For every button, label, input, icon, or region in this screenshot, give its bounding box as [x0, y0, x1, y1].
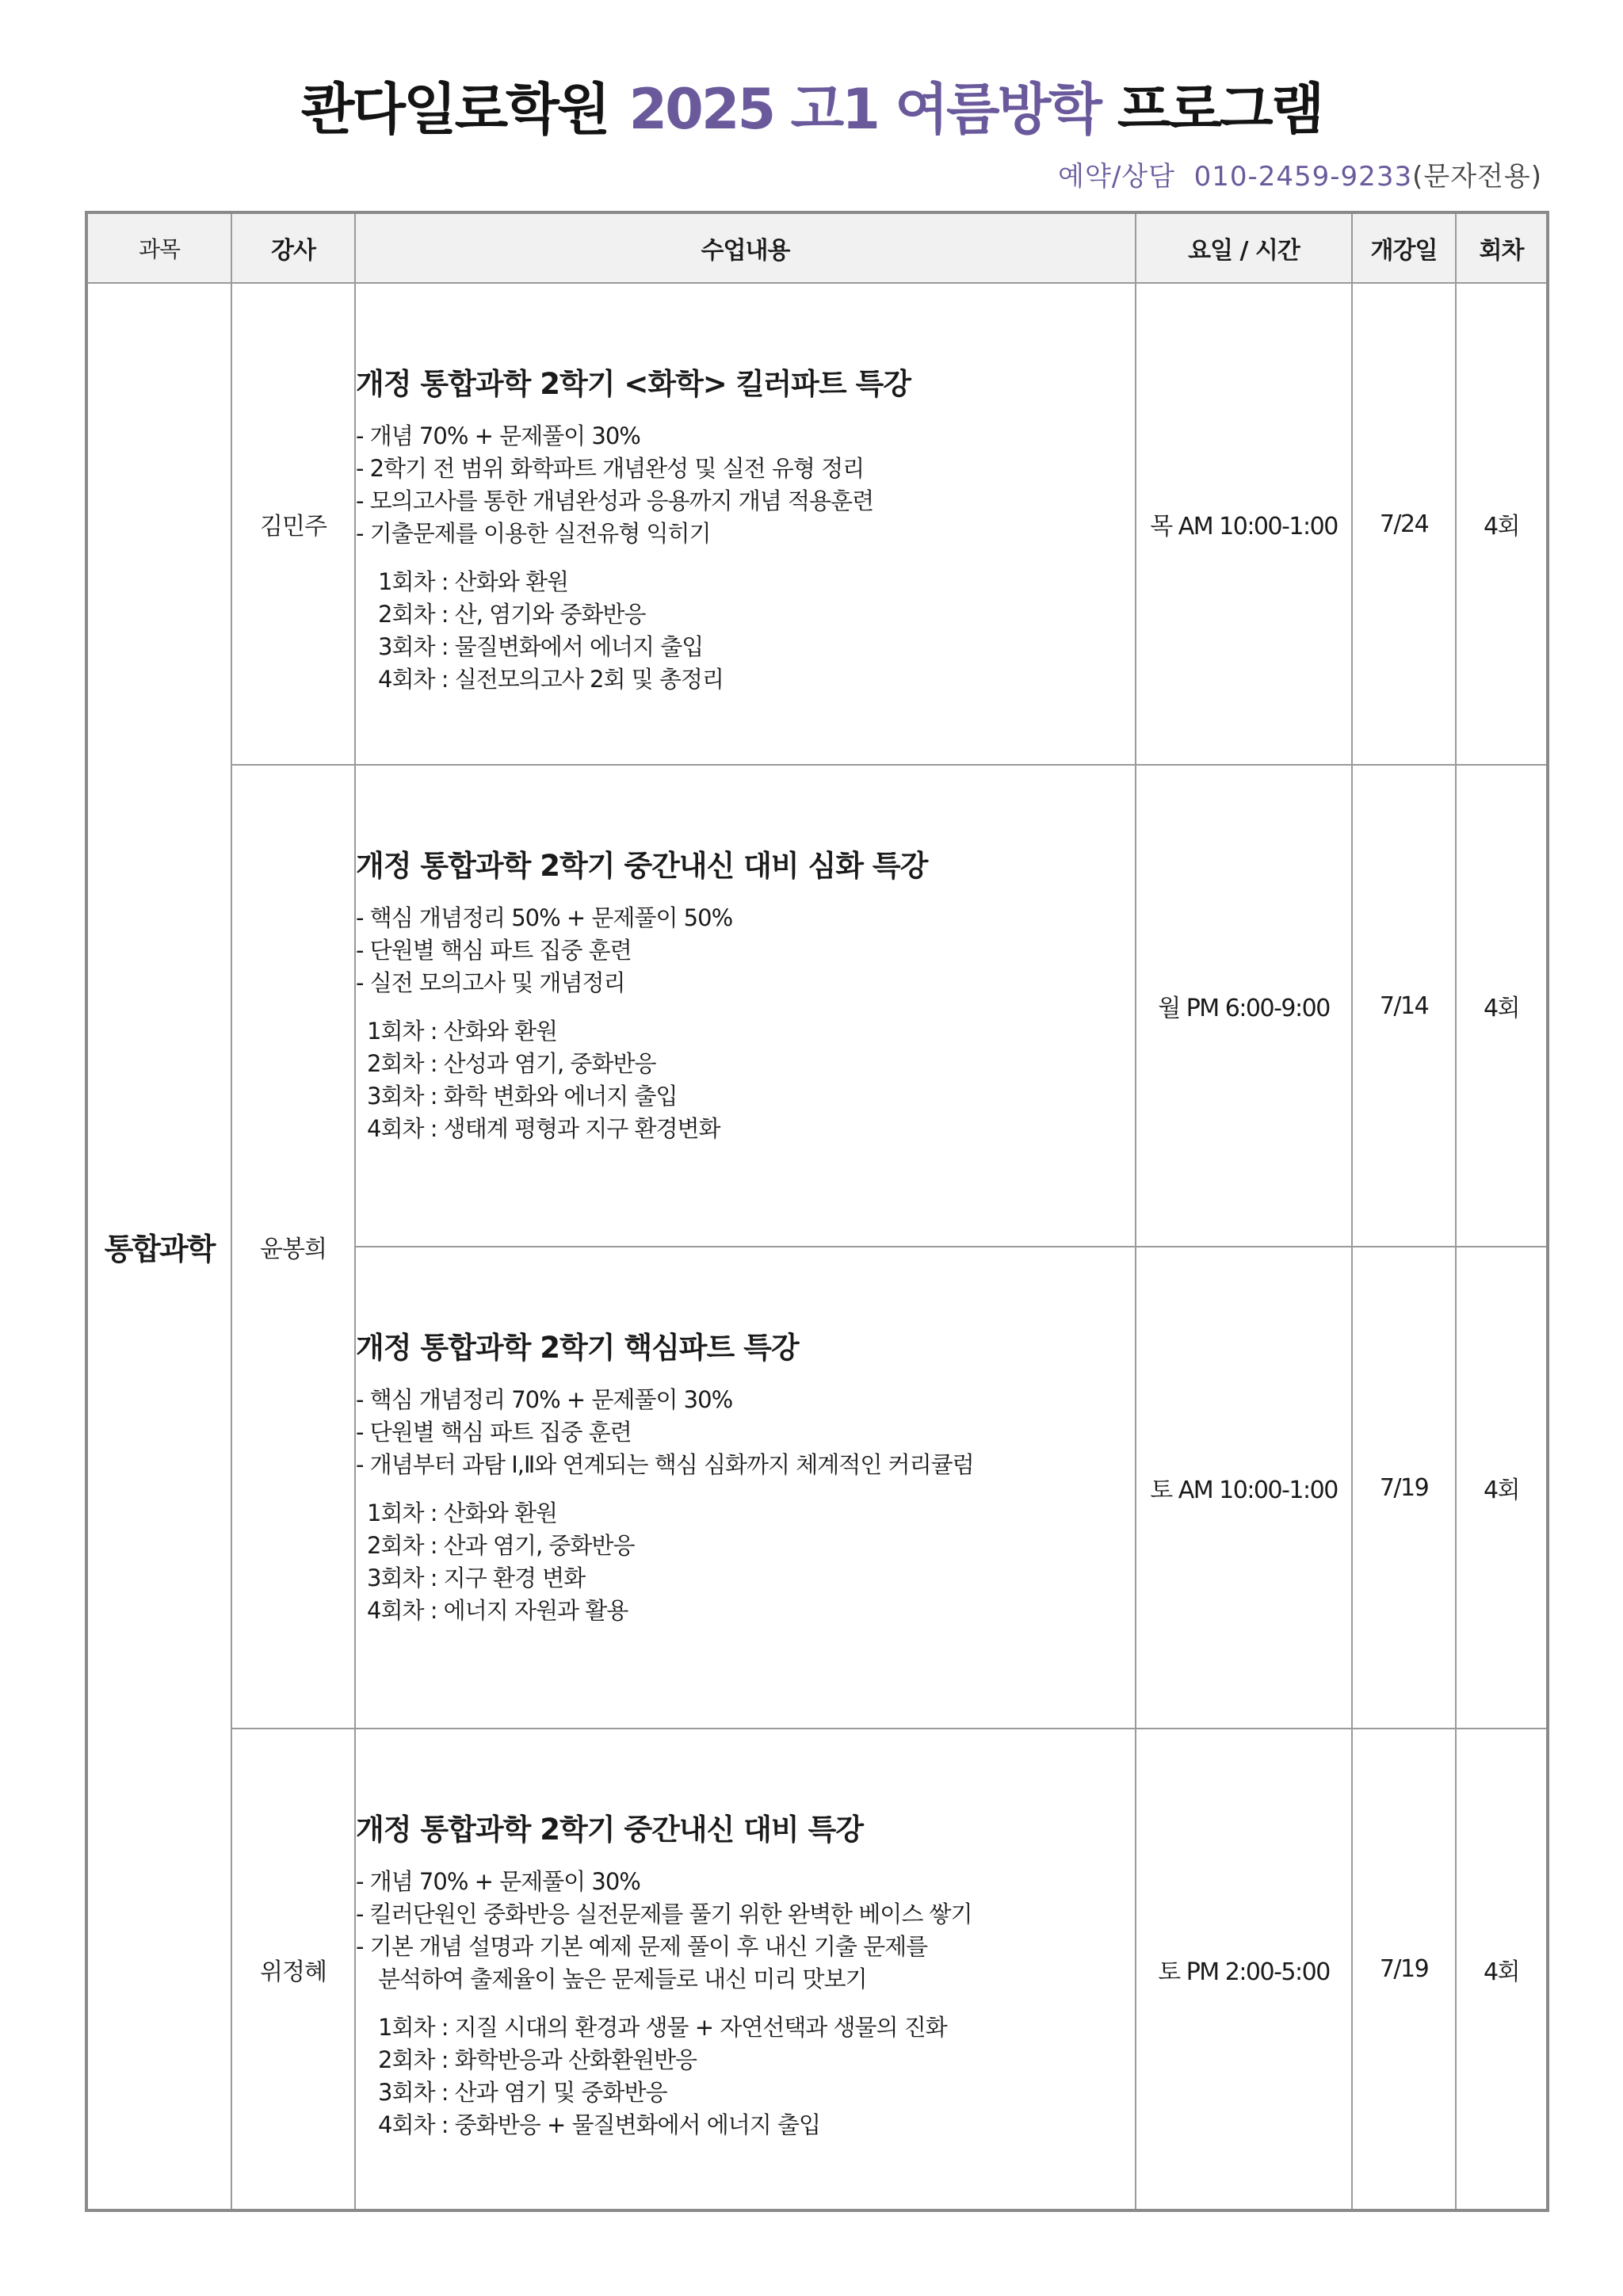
program-name: 2025 고1 여름방학 [628, 77, 1100, 142]
session-list [356, 1497, 1135, 1627]
header-content: 수업내용 [355, 212, 1136, 283]
course-session-count: 4회 [1456, 765, 1548, 1247]
course-desc-line: - 기출문제를 이용한 실전유형 익히기 [356, 520, 711, 547]
teacher-cell: 위정혜 [231, 1729, 355, 2210]
session-item: 3회차 : 화학 변화와 에너지 출입 [367, 1083, 678, 1110]
session-item: 2회차 : 산성과 염기, 중화반응 [367, 1050, 656, 1077]
course-desc-line: - 핵심 개념정리 50% + 문제풀이 50% [356, 904, 733, 931]
course-desc-line: 분석하여 출제율이 높은 문제들로 내신 미리 맛보기 [378, 1966, 867, 1992]
course-session-count: 4회 [1456, 1729, 1548, 2210]
session-item: 3회차 : 지구 환경 변화 [367, 1564, 586, 1591]
course-content [355, 1247, 1136, 1729]
page-header [0, 0, 1623, 206]
session-list [356, 2011, 1135, 2141]
session-list [356, 1015, 1135, 1145]
page-title [0, 65, 1623, 145]
session-item: 2회차 : 화학반응과 산화환원반응 [378, 2046, 697, 2073]
schedule-table [85, 211, 1549, 2212]
course-time: 토 AM 10:00-1:00 [1136, 1247, 1352, 1729]
course-desc-line: - 실전 모의고사 및 개념정리 [356, 969, 625, 996]
session-list [356, 566, 1135, 696]
course-desc-line: - 핵심 개념정리 70% + 문제풀이 30% [356, 1386, 733, 1413]
course-time: 목 AM 10:00-1:00 [1136, 283, 1352, 765]
session-item: 3회차 : 물질변화에서 에너지 출입 [378, 633, 704, 660]
table-row [86, 1729, 1548, 2210]
course-content [355, 1729, 1136, 2210]
course-content [355, 765, 1136, 1247]
session-item: 4회차 : 생태계 평형과 지구 환경변화 [367, 1115, 720, 1142]
course-session-count: 4회 [1456, 1247, 1548, 1729]
session-item: 4회차 : 중화반응 + 물질변화에서 에너지 출입 [378, 2111, 821, 2138]
course-session-count: 4회 [1456, 283, 1548, 765]
course-desc-line: - 기본 개념 설명과 기본 예제 문제 풀이 후 내신 기출 문제를 [356, 1933, 928, 1960]
session-item: 4회차 : 실전모의고사 2회 및 총정리 [378, 666, 724, 693]
header-start: 개강일 [1352, 212, 1456, 283]
header-teacher: 강사 [231, 212, 355, 283]
session-item: 4회차 : 에너지 자원과 활용 [367, 1597, 628, 1624]
course-content [355, 283, 1136, 765]
contact-info [1058, 155, 1542, 193]
session-item: 2회차 : 산, 염기와 중화반응 [378, 601, 646, 628]
header-count: 회차 [1456, 212, 1548, 283]
course-start-date: 7/24 [1352, 283, 1456, 765]
contact-note: (문자전용) [1412, 161, 1542, 193]
table-row [86, 765, 1548, 1247]
course-title: 개정 통합과학 2학기 중간내신 대비 특강 [356, 1813, 864, 1847]
academy-name: 콴다일로학원 [300, 77, 609, 142]
contact-phone: 010-2459-9233 [1193, 161, 1413, 193]
contact-label: 예약/상담 [1058, 161, 1175, 193]
table-row [86, 283, 1548, 765]
course-desc-line: - 단원별 핵심 파트 집중 훈련 [356, 937, 632, 964]
subject-cell: 통합과학 [86, 283, 231, 2210]
teacher-cell: 김민주 [231, 283, 355, 765]
program-suffix: 프로그램 [1117, 77, 1323, 142]
course-desc-line: - 2학기 전 범위 화학파트 개념완성 및 실전 유형 정리 [356, 455, 865, 482]
course-desc-line: - 킬러단원인 중화반응 실전문제를 풀기 위한 완벽한 베이스 쌓기 [356, 1901, 972, 1927]
course-desc-line: - 모의고사를 통한 개념완성과 응용까지 개념 적용훈련 [356, 487, 874, 514]
session-item: 2회차 : 산과 염기, 중화반응 [367, 1532, 635, 1559]
course-desc-line: - 개념 70% + 문제풀이 30% [356, 422, 640, 449]
course-desc-line: - 개념 70% + 문제풀이 30% [356, 1868, 640, 1895]
header-time: 요일 / 시간 [1136, 212, 1352, 283]
course-title: 개정 통합과학 2학기 중간내신 대비 심화 특강 [356, 849, 928, 883]
header-subject: 과목 [86, 212, 231, 283]
course-start-date: 7/14 [1352, 765, 1456, 1247]
header-row [86, 212, 1548, 283]
course-time: 월 PM 6:00-9:00 [1136, 765, 1352, 1247]
session-item: 1회차 : 산화와 환원 [367, 1499, 557, 1526]
course-title: 개정 통합과학 2학기 핵심파트 특강 [356, 1331, 799, 1365]
course-title: 개정 통합과학 2학기 <화학> 킬러파트 특강 [356, 367, 911, 401]
teacher-cell: 윤봉희 [231, 765, 355, 1729]
session-item: 1회차 : 산화와 환원 [378, 568, 568, 595]
session-item: 1회차 : 산화와 환원 [367, 1018, 557, 1045]
session-item: 3회차 : 산과 염기 및 중화반응 [378, 2079, 667, 2106]
course-time: 토 PM 2:00-5:00 [1136, 1729, 1352, 2210]
course-desc-line: - 단원별 핵심 파트 집중 훈련 [356, 1419, 632, 1446]
course-desc-line: - 개념부터 과탐 Ⅰ,Ⅱ와 연계되는 핵심 심화까지 체계적인 커리큘럼 [356, 1451, 974, 1478]
course-start-date: 7/19 [1352, 1247, 1456, 1729]
session-item: 1회차 : 지질 시대의 환경과 생물 + 자연선택과 생물의 진화 [378, 2014, 947, 2041]
course-start-date: 7/19 [1352, 1729, 1456, 2210]
